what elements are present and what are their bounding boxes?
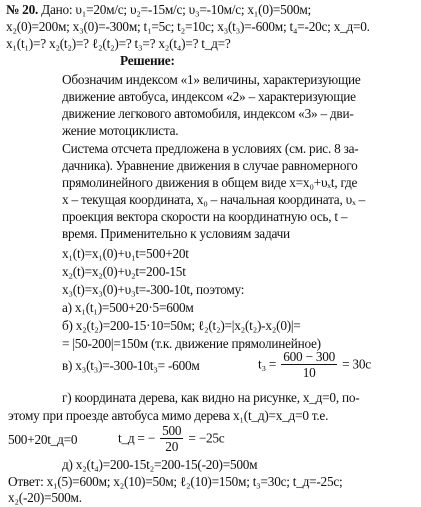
part-g-denominator: 20 [165, 439, 179, 454]
part-g-result: = −25с [188, 430, 225, 446]
given-line-3: x₁(t₁)=? x₂(t₂)=? ℓ₂(t₂)=? t₃=? x₂(t₄)=? t_д=? [6, 36, 231, 51]
part-v-left: в) x₃(t₃)=-300-10t₃= -600м [62, 358, 200, 373]
solution-heading: Решение: [120, 53, 175, 68]
part-v-denominator: 10 [302, 365, 316, 380]
part-v-fraction [281, 349, 337, 380]
part-g-formula [118, 423, 224, 454]
solution-line: проекция вектора скорости на координатную ось, t – [62, 209, 348, 224]
solution-line: дачника). Уравнение движения в случае равномерного [62, 158, 358, 173]
solution-line: прямолинейного движения в общем виде x=x₀+υₓt, где [62, 175, 358, 190]
part-v-result: = 30с [342, 356, 371, 372]
part-g-line-2: этому при проезде автобуса мимо дерева x₁(t_д)=x_д=0 т.е. [8, 408, 329, 423]
part-g-t-label: t_д = − [118, 430, 156, 446]
equation-line: x₃(t)=x₃(0)+υ₃t=-300-10t, поэтому: [62, 282, 245, 297]
part-g-line-1: г) координата дерева, как видно на рисунке, x_д=0, по- [62, 390, 360, 405]
given-line-2: x₂(0)=200м; x₃(0)=-300м; t₁=5с; t₂=10с; x₃(t₃)=-600м; t₄=-20с; x_д=0. [6, 19, 370, 34]
part-d: д) x₂(t₄)=200-15t₂=200-15(-20)=500м [62, 457, 258, 472]
solution-line: Обозначим индексом «1» величины, характеризующие [62, 72, 361, 87]
part-g-eq-left: 500+20t_д=0 [8, 432, 78, 447]
part-b-line-2: = |50-200|=150м (т.к. движение прямолинейное) [62, 336, 321, 351]
part-g-numerator: 500 [162, 423, 182, 438]
solution-line: движение легкового автомобиля, индексом «3» – дви- [62, 106, 354, 121]
answer-line-1: Ответ: x₁(5)=600м; x₂(10)=50м; ℓ₂(10)=150м; t₃=30с; t_д=-25с; [8, 474, 343, 489]
solution-line: жение мотоциклиста. [62, 123, 179, 138]
solution-line: x – текущая координата, x₀ – начальная координата, υₓ – [62, 192, 366, 207]
part-b-line-1: б) x₂(t₂)=200-15·10=50м; ℓ₂(t₂)=|x₂(t₂)-x₂(0)|= [62, 318, 301, 333]
equation-line: x₁(t)=x₁(0)+υ₁t=500+20t [62, 246, 189, 261]
part-v-formula [258, 349, 371, 380]
equation-line: x₂(t)=x₂(0)+υ₂t=200-15t [62, 264, 186, 279]
solution-line: движение автобуса, индексом «2» – характеризующие [62, 89, 356, 104]
given-text-1: Дано: υ₁=20м/с; υ₂=-15м/с; υ₃=-10м/с; x₁(0)=500м; [41, 2, 311, 17]
given-line-1 [6, 2, 311, 18]
part-v-t-label: t₃ = [258, 356, 277, 372]
part-a: а) x₁(t₁)=500+20·5=600м [62, 300, 194, 315]
solution-line: Система отсчета предложена в условиях (см. рис. 8 за- [62, 141, 359, 156]
problem-number: № 20. [6, 2, 39, 17]
solution-line: время. Применительно к условиям задачи [62, 226, 290, 241]
part-g-fraction [160, 423, 183, 454]
answer-line-2: x₂(-20)=500м. [8, 490, 82, 505]
part-v-numerator: 600 − 300 [283, 349, 336, 364]
